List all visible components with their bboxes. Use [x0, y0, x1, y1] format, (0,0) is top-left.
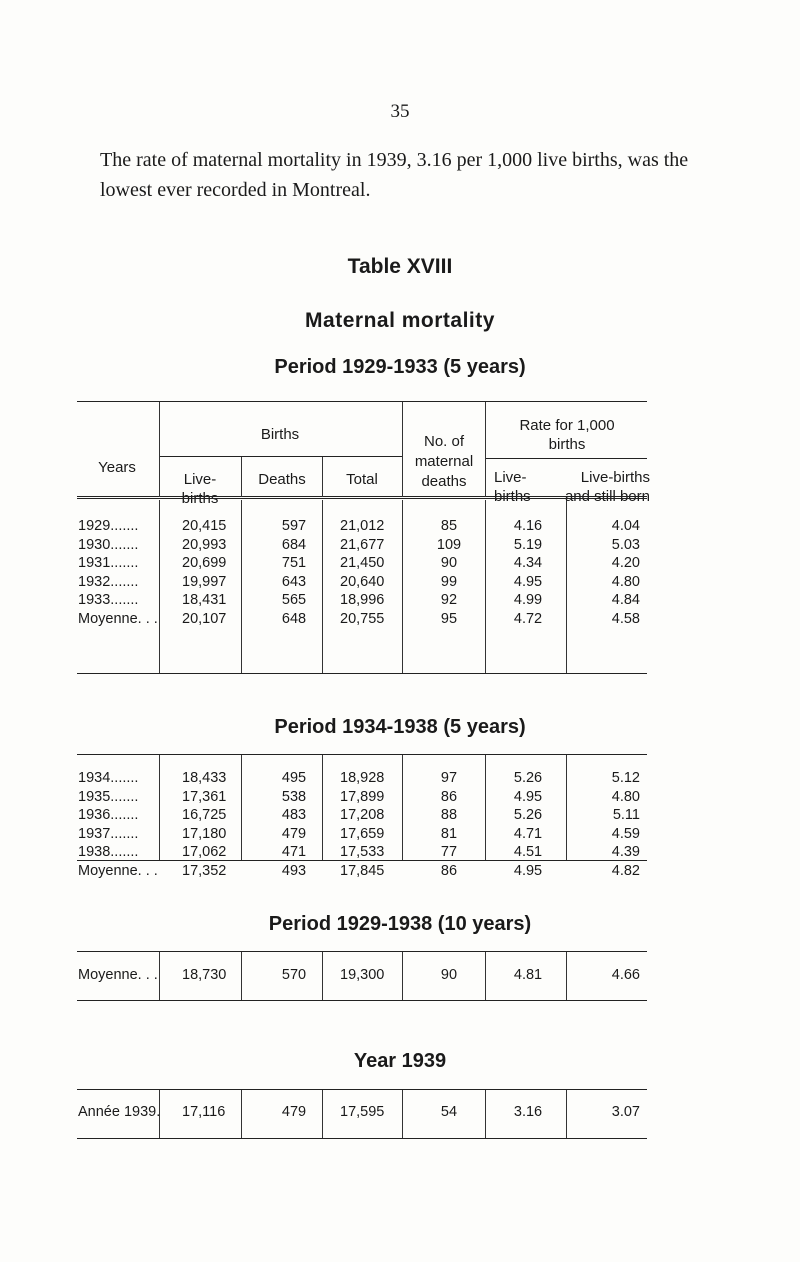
section-2-top-rule [77, 754, 647, 755]
rate-live-births-cell: 4.51 [513, 844, 543, 861]
vline [241, 755, 242, 860]
rate-live-births-cell: 4.81 [513, 967, 543, 983]
rate-live-births-cell: 4.95 [513, 863, 543, 879]
live-births-cell: 20,993 [182, 536, 227, 553]
maternal-deaths-cell: 90 [440, 967, 458, 983]
deaths-cell: 479 [281, 825, 307, 842]
total-cell: 18,996 [340, 592, 385, 609]
rate-live-births-cell: 4.34 [513, 555, 543, 572]
table-row [0, 770, 800, 788]
rate-live-births-cell: 5.26 [513, 807, 543, 824]
total-cell: 17,595 [340, 1104, 385, 1120]
rate-underline [486, 458, 647, 459]
year-cell: 1931....... [78, 555, 139, 572]
live-births-cell: 18,431 [182, 592, 227, 609]
section-3-bottom-rule [77, 1000, 647, 1001]
year-cell: 1932....... [78, 573, 139, 590]
vline [402, 952, 403, 1000]
rate-all-births-cell: 4.80 [611, 573, 640, 590]
live-births-cell: 16,725 [182, 807, 227, 824]
vline [322, 500, 323, 674]
vline [241, 457, 242, 497]
rate-live-births-cell: 3.16 [513, 1104, 543, 1120]
maternal-deaths-cell: 86 [440, 863, 458, 879]
vline [402, 402, 403, 497]
deaths-cell: 751 [281, 555, 307, 572]
deaths-cell: 648 [281, 611, 307, 627]
header-maternal-deaths: No. of maternal deaths [414, 433, 474, 490]
rate-all-births-cell: 5.11 [612, 807, 640, 824]
year-cell: 1934....... [78, 770, 139, 786]
live-births-cell: 17,361 [182, 788, 227, 805]
total-cell: 17,208 [340, 807, 385, 824]
header-live-births: Live- births [181, 471, 219, 507]
table-row [0, 518, 800, 536]
vline [485, 402, 486, 497]
maternal-deaths-cell: 95 [440, 611, 458, 627]
vline [485, 1090, 486, 1138]
maternal-deaths-cell: 97 [440, 770, 458, 786]
deaths-cell: 483 [281, 807, 307, 824]
rate-all-births-cell: 4.59 [611, 825, 640, 842]
vline [566, 1090, 567, 1138]
deaths-cell: 565 [281, 592, 307, 609]
rate-all-births-cell: 4.84 [611, 592, 640, 609]
total-cell: 20,640 [340, 573, 385, 590]
vline [159, 402, 160, 497]
header-total: Total [346, 471, 378, 488]
total-cell: 21,677 [340, 536, 385, 553]
table-row [0, 1104, 800, 1122]
table-row [0, 555, 800, 573]
vline [159, 755, 160, 860]
rate-live-births-cell: 4.16 [513, 518, 543, 534]
table-row [0, 537, 800, 555]
rate-all-births-cell: 4.58 [611, 611, 640, 627]
live-births-cell: 20,107 [182, 611, 227, 627]
table-subtitle: Maternal mortality [305, 309, 495, 332]
table-row [0, 826, 800, 844]
year-cell: 1933....... [78, 592, 139, 609]
vline [322, 1090, 323, 1138]
vline [322, 457, 323, 497]
live-births-cell: 18,730 [182, 967, 227, 983]
total-cell: 17,899 [340, 788, 385, 805]
deaths-cell: 495 [281, 770, 307, 786]
section-title-4: Year 1939 [353, 1050, 447, 1072]
table-row [0, 611, 800, 629]
maternal-deaths-cell: 81 [440, 825, 458, 842]
vline [485, 952, 486, 1000]
deaths-cell: 597 [281, 518, 307, 534]
total-cell: 19,300 [340, 967, 385, 983]
vline [566, 500, 567, 674]
intro-paragraph: The rate of maternal mortality in 1939, 3.16 per 1,000 live births, was the lowest ever recorded in Montreal. [100, 149, 689, 201]
live-births-cell: 17,180 [182, 825, 227, 842]
maternal-deaths-cell: 77 [440, 844, 458, 861]
table-row [0, 789, 800, 807]
year-cell: Moyenne. . . [78, 863, 158, 879]
vline [402, 755, 403, 860]
year-cell: Moyenne. . . [78, 611, 158, 627]
deaths-cell: 570 [281, 967, 307, 983]
section-title-1: Period 1929-1933 (5 years) [274, 356, 526, 378]
table-row [0, 592, 800, 610]
live-births-cell: 18,433 [182, 770, 227, 786]
table-row [0, 967, 800, 985]
section-title-3: Period 1929-1938 (10 years) [268, 913, 532, 935]
total-cell: 21,012 [340, 518, 385, 534]
table-title: Table XVIII [347, 255, 453, 278]
maternal-deaths-cell: 92 [440, 592, 458, 609]
year-cell: Moyenne. . . [78, 967, 158, 983]
deaths-cell: 479 [281, 1104, 307, 1120]
vline [159, 500, 160, 674]
rate-all-births-cell: 4.66 [611, 967, 640, 983]
rate-all-births-cell: 4.39 [611, 844, 640, 861]
vline [485, 500, 486, 674]
year-cell: 1929....... [78, 518, 139, 534]
maternal-deaths-cell: 99 [440, 573, 458, 590]
deaths-cell: 493 [281, 863, 307, 879]
live-births-cell: 17,116 [182, 1104, 226, 1120]
rate-live-births-cell: 4.95 [513, 788, 543, 805]
total-cell: 20,755 [340, 611, 385, 627]
vline [322, 952, 323, 1000]
maternal-deaths-cell: 54 [440, 1104, 458, 1120]
total-cell: 17,533 [340, 844, 385, 861]
vline [566, 755, 567, 860]
rate-live-births-cell: 4.95 [513, 573, 543, 590]
header-rate: Rate for 1,000 births [519, 417, 615, 453]
rate-all-births-cell: 4.80 [611, 788, 640, 805]
table-row [0, 574, 800, 592]
section-4-bottom-rule [77, 1138, 647, 1139]
year-cell: 1935....... [78, 788, 139, 805]
vline [241, 500, 242, 674]
header-births: Births [260, 426, 300, 443]
vline [241, 952, 242, 1000]
deaths-cell: 684 [281, 536, 307, 553]
section-title-2: Period 1934-1938 (5 years) [274, 716, 526, 738]
rate-live-births-cell: 4.72 [513, 611, 543, 627]
header-top-rule [77, 401, 647, 402]
header-rate-live: Live- births [494, 469, 531, 505]
vline [402, 1090, 403, 1138]
page-number: 35 [390, 101, 410, 122]
live-births-cell: 20,415 [182, 518, 227, 534]
header-deaths: Deaths [258, 471, 306, 488]
total-cell: 17,659 [340, 825, 385, 842]
maternal-deaths-cell: 88 [440, 807, 458, 824]
vline [241, 1090, 242, 1138]
births-underline [160, 456, 402, 457]
live-births-cell: 19,997 [182, 573, 227, 590]
deaths-cell: 643 [281, 573, 307, 590]
live-births-cell: 17,062 [182, 844, 227, 861]
rate-all-births-cell: 4.20 [611, 555, 640, 572]
maternal-deaths-cell: 86 [440, 788, 458, 805]
maternal-deaths-cell: 109 [436, 536, 462, 553]
live-births-cell: 17,352 [182, 863, 227, 879]
total-cell: 17,845 [340, 863, 385, 879]
rate-live-births-cell: 4.71 [513, 825, 543, 842]
rate-all-births-cell: 3.07 [611, 1104, 640, 1120]
vline [159, 952, 160, 1000]
year-cell: 1937....... [78, 825, 139, 842]
table-row [0, 807, 800, 825]
maternal-deaths-cell: 90 [440, 555, 458, 572]
rate-all-births-cell: 5.12 [611, 770, 640, 786]
rate-all-births-cell: 4.04 [611, 518, 640, 534]
rate-all-births-cell: 4.82 [611, 863, 640, 879]
header-rate-still: Live-births and still born [564, 469, 650, 505]
rate-live-births-cell: 5.19 [513, 536, 543, 553]
header-years: Years [98, 459, 136, 476]
vline [485, 755, 486, 860]
table-row [0, 863, 800, 881]
rate-live-births-cell: 4.99 [513, 592, 543, 609]
rate-live-births-cell: 5.26 [513, 770, 543, 786]
section-1-bottom-rule [77, 673, 647, 674]
total-cell: 21,450 [340, 555, 385, 572]
section-4-top-rule [77, 1089, 647, 1090]
vline [566, 952, 567, 1000]
deaths-cell: 538 [281, 788, 307, 805]
year-cell: 1936....... [78, 807, 139, 824]
year-cell: 1930....... [78, 536, 139, 553]
section-2-bottom-rule [77, 860, 647, 861]
maternal-deaths-cell: 85 [440, 518, 458, 534]
vline [159, 1090, 160, 1138]
year-cell: 1938....... [78, 844, 139, 861]
vline [322, 755, 323, 860]
deaths-cell: 471 [281, 844, 307, 861]
section-3-top-rule [77, 951, 647, 952]
vline [402, 500, 403, 674]
total-cell: 18,928 [340, 770, 385, 786]
live-births-cell: 20,699 [182, 555, 227, 572]
rate-all-births-cell: 5.03 [611, 536, 640, 553]
year-cell: Année 1939. [78, 1104, 161, 1120]
header-bottom-rule [77, 496, 647, 499]
